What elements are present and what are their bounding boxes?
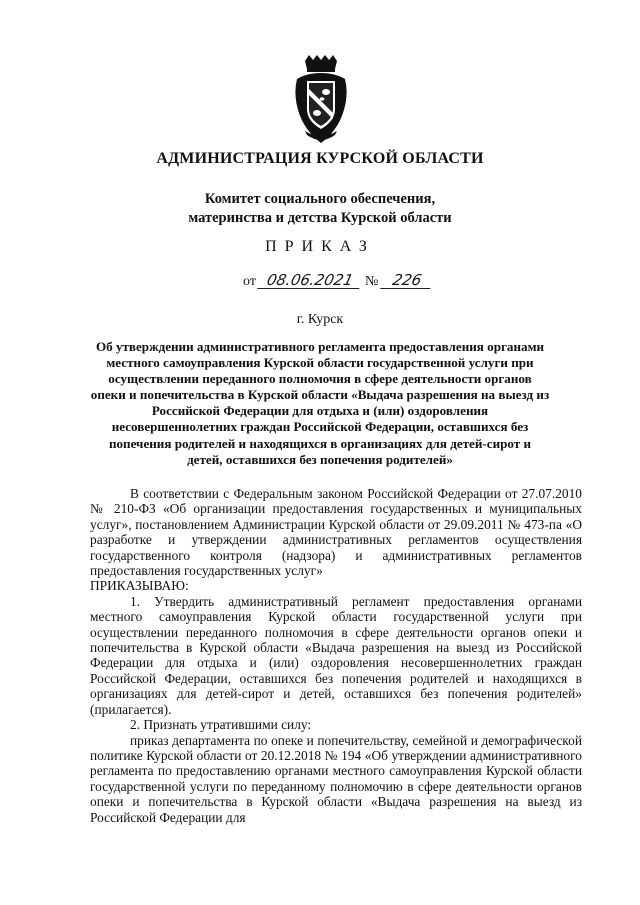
agency-name: АДМИНИСТРАЦИЯ КУРСКОЙ ОБЛАСТИ [156,150,484,167]
number-prefix: № [364,274,379,289]
date-prefix: от [243,274,256,289]
committee-name [0,190,640,228]
document-type: ПРИКАЗ [265,238,375,255]
committee-line-1: Комитет социального обеспечения, [204,191,436,207]
handwritten-date: 08.06.2021 [258,272,364,289]
handwritten-number: 226 [380,272,434,289]
paragraph-item-2: 2. Признать утратившими силу: [130,717,312,733]
coat-of-arms-of-kursk-oblast-icon [291,55,351,145]
preamble-text: В соответствии с Федеральным законом Российской Федерации от 27.07.2010 № 210-ФЗ «Об организации предоставления государственных и муниципальных услуг», постановлением Администрации Курской области от 29.09.2011 № 473-па «О разработке и утверждении административных регламентов осуществления государственного контроля (надзора) и административных регламентов предоставления государственных услуг» [90,486,582,579]
order-body [90,486,582,825]
order-subject: Об утверждении административного регламента предоставления органами местного самоуправления Курской области государственной услуги при осуществлении переданного полномочия в сфере деятельности органов опеки и попечительства в Курской области «Выдача разрешения на выезд из Российской Федерации для отдыха и (или) оздоровления несовершеннолетних граждан Российской Федерации, оставшихся без попечения родителей и находящихся в организациях для детей-сирот и детей, оставшихся без попечения родителей» [90,339,550,467]
paragraph-repealed-order: приказ департамента по опеке и попечительству, семейной и демографической политике Курской области от 20.12.2018 № 194 «Об утверждении административного регламента по предоставлению органами местного самоуправления Курской области государственной услуги по переданному полномочию в сфере деятельности органов опеки и попечительства в Курской области «Выдача разрешения на выезд из Российской Федерации для [90,732,582,825]
paragraph-preamble [90,486,582,578]
paragraph-order-word: ПРИКАЗЫВАЮ: [90,578,189,594]
city-name: г. Курск [296,312,344,327]
committee-line-2: материнства и детства Курской области [188,210,452,226]
date-number-line [243,272,432,290]
paragraph-item-1: 1. Утвердить административный регламент предоставления органами местного самоуправления Курской области государственной услуги при осуществлении переданного полномочия в сфере деятельности органов опеки и попечительства в Курской области «Выдача разрешения на выезд из Российской Федерации для отдыха и (или) оздоровления несовершеннолетних граждан Российской Федерации, оставшихся без попечения родителей и находящихся в организациях для детей-сирот и детей, оставшихся без попечения родителей» (прилагается). [90,593,582,717]
